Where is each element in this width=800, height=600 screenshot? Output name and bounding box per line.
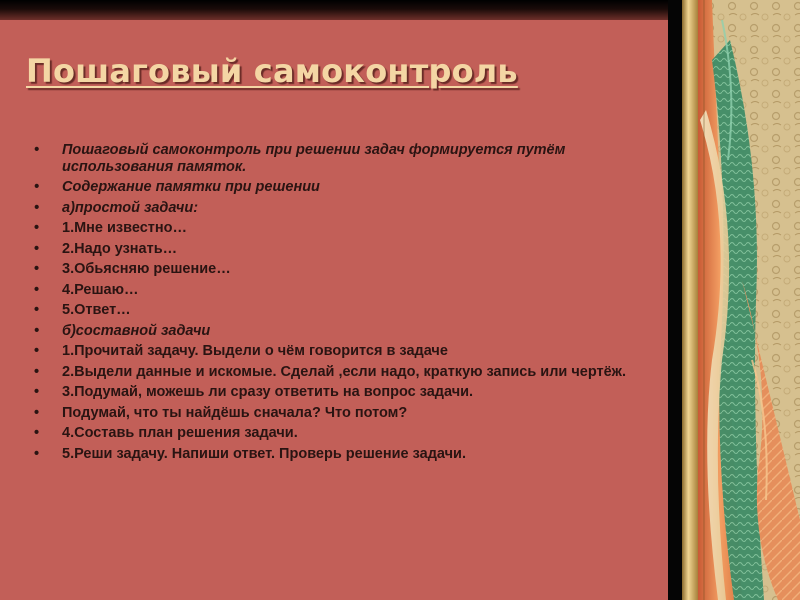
list-item-text: 4.Решаю… bbox=[62, 281, 139, 298]
black-divider bbox=[668, 0, 682, 600]
list-item bbox=[34, 323, 644, 340]
list-item bbox=[34, 364, 644, 381]
list-item-text: 2.Выдели данные и искомые. Сделай ,если надо, краткую запись или чертёж. bbox=[62, 363, 626, 380]
slide-title: Пошаговый самоконтроль bbox=[26, 52, 518, 90]
list-item bbox=[34, 282, 644, 299]
list-item bbox=[34, 446, 644, 463]
list-item bbox=[34, 200, 644, 217]
list-item-text: 5.Ответ… bbox=[62, 302, 131, 318]
list-item-text: 5.Реши задачу. Напиши ответ. Проверь решение задачи. bbox=[62, 445, 466, 462]
list-item-text: 1.Мне известно… bbox=[62, 220, 188, 236]
bullet-dot-icon: • bbox=[34, 363, 40, 380]
bullet-dot-icon: • bbox=[34, 322, 40, 339]
list-item bbox=[34, 179, 644, 196]
bullet-dot-icon: • bbox=[34, 343, 40, 359]
list-item bbox=[34, 425, 644, 442]
fabric-drapes-icon bbox=[682, 0, 800, 600]
bullet-dot-icon: • bbox=[34, 281, 40, 298]
list-item-text: Пошаговый самоконтроль при решении задач формируется путём использования памяток. bbox=[62, 142, 566, 175]
bullet-dot-icon: • bbox=[34, 179, 40, 195]
list-item bbox=[34, 343, 644, 360]
bullet-dot-icon: • bbox=[34, 384, 40, 400]
list-item bbox=[34, 384, 644, 401]
bullet-dot-icon: • bbox=[34, 302, 40, 318]
top-gradient-bar bbox=[0, 0, 668, 20]
list-item bbox=[34, 142, 644, 175]
list-item-text: 4.Составь план решения задачи. bbox=[62, 425, 298, 441]
list-item-text: 1.Прочитай задачу. Выдели о чём говорится в задаче bbox=[62, 343, 448, 359]
list-item-text: б)составной задачи bbox=[62, 322, 211, 339]
list-item bbox=[34, 241, 644, 258]
ornamental-fabric-panel-icon bbox=[682, 0, 800, 600]
bullet-dot-icon: • bbox=[34, 142, 40, 158]
bullet-dot-icon: • bbox=[34, 220, 40, 236]
bullet-dot-icon: • bbox=[34, 199, 40, 216]
list-item bbox=[34, 261, 644, 278]
list-item-text: Содержание памятки при решении bbox=[62, 179, 320, 195]
bullet-dot-icon: • bbox=[34, 404, 40, 421]
bullet-dot-icon: • bbox=[34, 425, 40, 441]
list-item-text: 2.Надо узнать… bbox=[62, 240, 178, 257]
bullet-list bbox=[34, 142, 644, 466]
bullet-dot-icon: • bbox=[34, 240, 40, 257]
list-item bbox=[34, 220, 644, 237]
list-item-text: 3.Подумай, можешь ли сразу ответить на вопрос задачи. bbox=[62, 384, 474, 400]
list-item bbox=[34, 405, 644, 422]
list-item-text: Подумай, что ты найдёшь сначала? Что потом? bbox=[62, 404, 408, 421]
list-item-text: 3.Обьясняю решение… bbox=[62, 261, 231, 277]
bullet-dot-icon: • bbox=[34, 261, 40, 277]
list-item bbox=[34, 302, 644, 319]
bullet-dot-icon: • bbox=[34, 445, 40, 462]
list-item-text: а)простой задачи: bbox=[62, 199, 199, 216]
